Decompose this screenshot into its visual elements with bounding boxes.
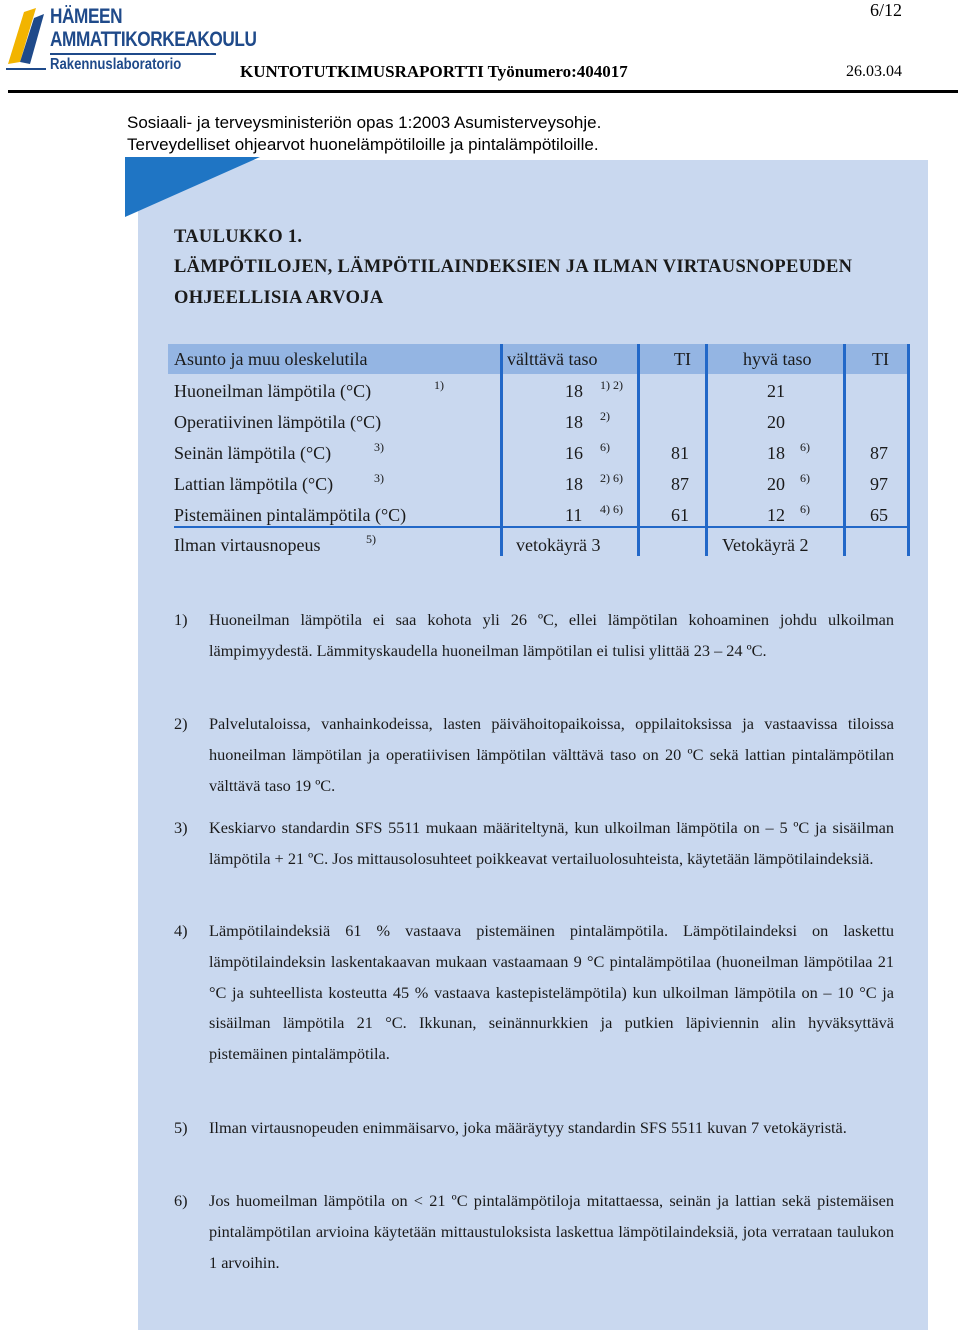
row-6-acceptable: vetokäyrä 3 (516, 535, 601, 555)
row-2-acceptable-note: 2) (600, 409, 610, 423)
footnote-4 (174, 916, 894, 1102)
logo-line-2: AMMATTIKORKEAKOULU (50, 28, 257, 51)
grid-line (843, 344, 846, 556)
header-space: Asunto ja muu oleskelutila (174, 349, 368, 369)
footnote-5 (174, 1113, 894, 1177)
footnote-number: 1) (174, 610, 188, 629)
header-acceptable: välttävä taso (507, 349, 598, 369)
school-logo (6, 2, 257, 80)
grid-line (907, 344, 910, 556)
page-number: 6/12 (869, 0, 902, 20)
header-ti-2: TI (872, 349, 889, 369)
footnote-text: Lämpötilaindeksiä 61 % vastaava pistemäinen pintalämpötila. Lämpötilaindeksi on laskettu lämpötilaindeksin laskentakaavan mukaan vastaamaan 9 °C pintalämpötilaa (huoneilman lämpötilaa 21 °C ja suhteellista kosteutta 45 % vastaava kastepistelämpötila) kun ulkoilman lämpötila on – 10 °C ja sisäilman lämpötila 21 °C. Ikkunan, seinännurkkien ja putkien läpiviennin alin hyväksyttävä pistemäinen pintalämpötila. (209, 921, 894, 1064)
footnote-text: Jos huomeilman lämpötila on < 21 ºC pintalämpötiloja mitattaessa, seinän ja lattian sekä pistemäisen pintalämpötilan arvioina käytetään mittaustuloksista laskettua lämpötilaindeksiä, jota verrataan taulukon 1 arvoihin. (209, 1191, 894, 1272)
row-4-ti-2: 97 (870, 474, 888, 494)
row-4-good-note: 6) (800, 471, 810, 485)
row-5-good: 12 (767, 505, 785, 525)
row-4-good: 20 (767, 474, 785, 494)
footnote-2 (174, 709, 894, 803)
footnote-number: 2) (174, 714, 188, 733)
grid-line (705, 344, 708, 556)
grid-line (500, 344, 503, 556)
intro-line-2: Terveydelliset ohjearvot huonelämpötiloille ja pintalämpötiloille. (127, 135, 599, 154)
footnote-1 (174, 605, 894, 699)
row-3-label-note: 3) (374, 440, 384, 454)
row-5-acceptable-note: 4) 6) (600, 502, 623, 516)
row-4-ti-1: 87 (671, 474, 689, 494)
row-4-label-note: 3) (374, 471, 384, 485)
footnote-3 (174, 813, 894, 907)
intro-line-1: Sosiaali- ja terveysministeriön opas 1:2003 Asumisterveysohje. (127, 113, 602, 132)
row-6-good: Vetokäyrä 2 (722, 535, 809, 555)
row-2-label: Operatiivinen lämpötila (°C) (174, 412, 382, 432)
row-5-acceptable: 11 (565, 505, 583, 525)
row-2-good: 20 (767, 412, 785, 432)
row-3-ti-1: 81 (671, 443, 689, 463)
footnote-text: Huoneilman lämpötila ei saa kohota yli 26 ºC, ellei lämpötilan kohoaminen johdu ulkoilman lämpimyydestä. Lämmityskaudella huoneilman lämpötilan ei tulisi ylittää 23 – 24 ºC. (209, 610, 894, 660)
row-1-acceptable: 18 (565, 381, 583, 401)
report-title: KUNTOTUTKIMUSRAPORTTI Työnumero:404017 (240, 62, 628, 81)
header-good: hyvä taso (743, 349, 812, 369)
row-3-good-note: 6) (800, 440, 810, 454)
footnote-number: 3) (174, 818, 188, 837)
row-1-label: Huoneilman lämpötila (°C) (174, 381, 372, 401)
row-3-label: Seinän lämpötila (°C) (174, 443, 332, 463)
logo-figure-icon (6, 4, 48, 70)
row-1-good: 21 (767, 381, 785, 401)
footnote-6 (174, 1186, 894, 1280)
row-1-label-note: 1) (434, 378, 444, 392)
row-5-good-note: 6) (800, 502, 810, 516)
footnote-text: Palvelutaloissa, vanhainkodeissa, lasten päivähoitopaikoissa, oppilaitoksissa ja vastaavissa tiloissa huoneilman lämpötilan ja operatiivisen lämpötilan välttävä taso on 20 ºC sekä lattian pintalämpötilan välttävä taso 19 ºC. (209, 714, 894, 795)
table-subtitle: OHJEELLISIA ARVOJA (174, 288, 384, 308)
header-ti-1: TI (674, 349, 691, 369)
grid-line (637, 344, 640, 556)
row-6-label: Ilman virtausnopeus (174, 535, 321, 555)
footnote-number: 5) (174, 1118, 188, 1137)
logo-line-3: Rakennuslaboratorio (50, 56, 182, 73)
row-5-ti-2: 65 (870, 505, 888, 525)
row-6-label-note: 5) (366, 532, 376, 546)
footnote-text: Ilman virtausnopeuden enimmäisarvo, joka määräytyy standardin SFS 5511 kuvan 7 vetokäyristä. (209, 1118, 847, 1137)
row-5-ti-1: 61 (671, 505, 689, 525)
logo-line-1: HÄMEEN (50, 5, 123, 28)
table-label: TAULUKKO 1. (174, 227, 303, 247)
table-title: LÄMPÖTILOJEN, LÄMPÖTILAINDEKSIEN JA ILMAN VIRTAUSNOPEUDEN (174, 257, 853, 277)
row-3-acceptable-note: 6) (600, 440, 610, 454)
row-4-acceptable: 18 (565, 474, 583, 494)
row-3-good: 18 (767, 443, 785, 463)
row-3-ti-2: 87 (870, 443, 888, 463)
grid-line (174, 526, 910, 528)
footnote-text: Keskiarvo standardin SFS 5511 mukaan määriteltynä, kun ulkoilman lämpötila on – 5 ºC ja sisäilman lämpötila + 21 ºC. Jos mittausolosuhteet poikkeavat vertailuolosuhteista, käytetään lämpötilaindeksiä. (209, 818, 894, 868)
corner-decoration (125, 157, 265, 219)
footnote-number: 6) (174, 1191, 188, 1210)
header-divider (8, 90, 958, 93)
report-date: 26.03.04 (846, 63, 902, 80)
row-4-label: Lattian lämpötila (°C) (174, 474, 334, 494)
logo-rule (50, 53, 216, 55)
row-1-acceptable-note: 1) 2) (600, 378, 623, 392)
footnote-number: 4) (174, 921, 188, 940)
row-3-acceptable: 16 (565, 443, 583, 463)
row-4-acceptable-note: 2) 6) (600, 471, 623, 485)
intro-text (127, 112, 601, 156)
row-2-acceptable: 18 (565, 412, 583, 432)
row-5-label: Pistemäinen pintalämpötila (°C) (174, 505, 407, 525)
